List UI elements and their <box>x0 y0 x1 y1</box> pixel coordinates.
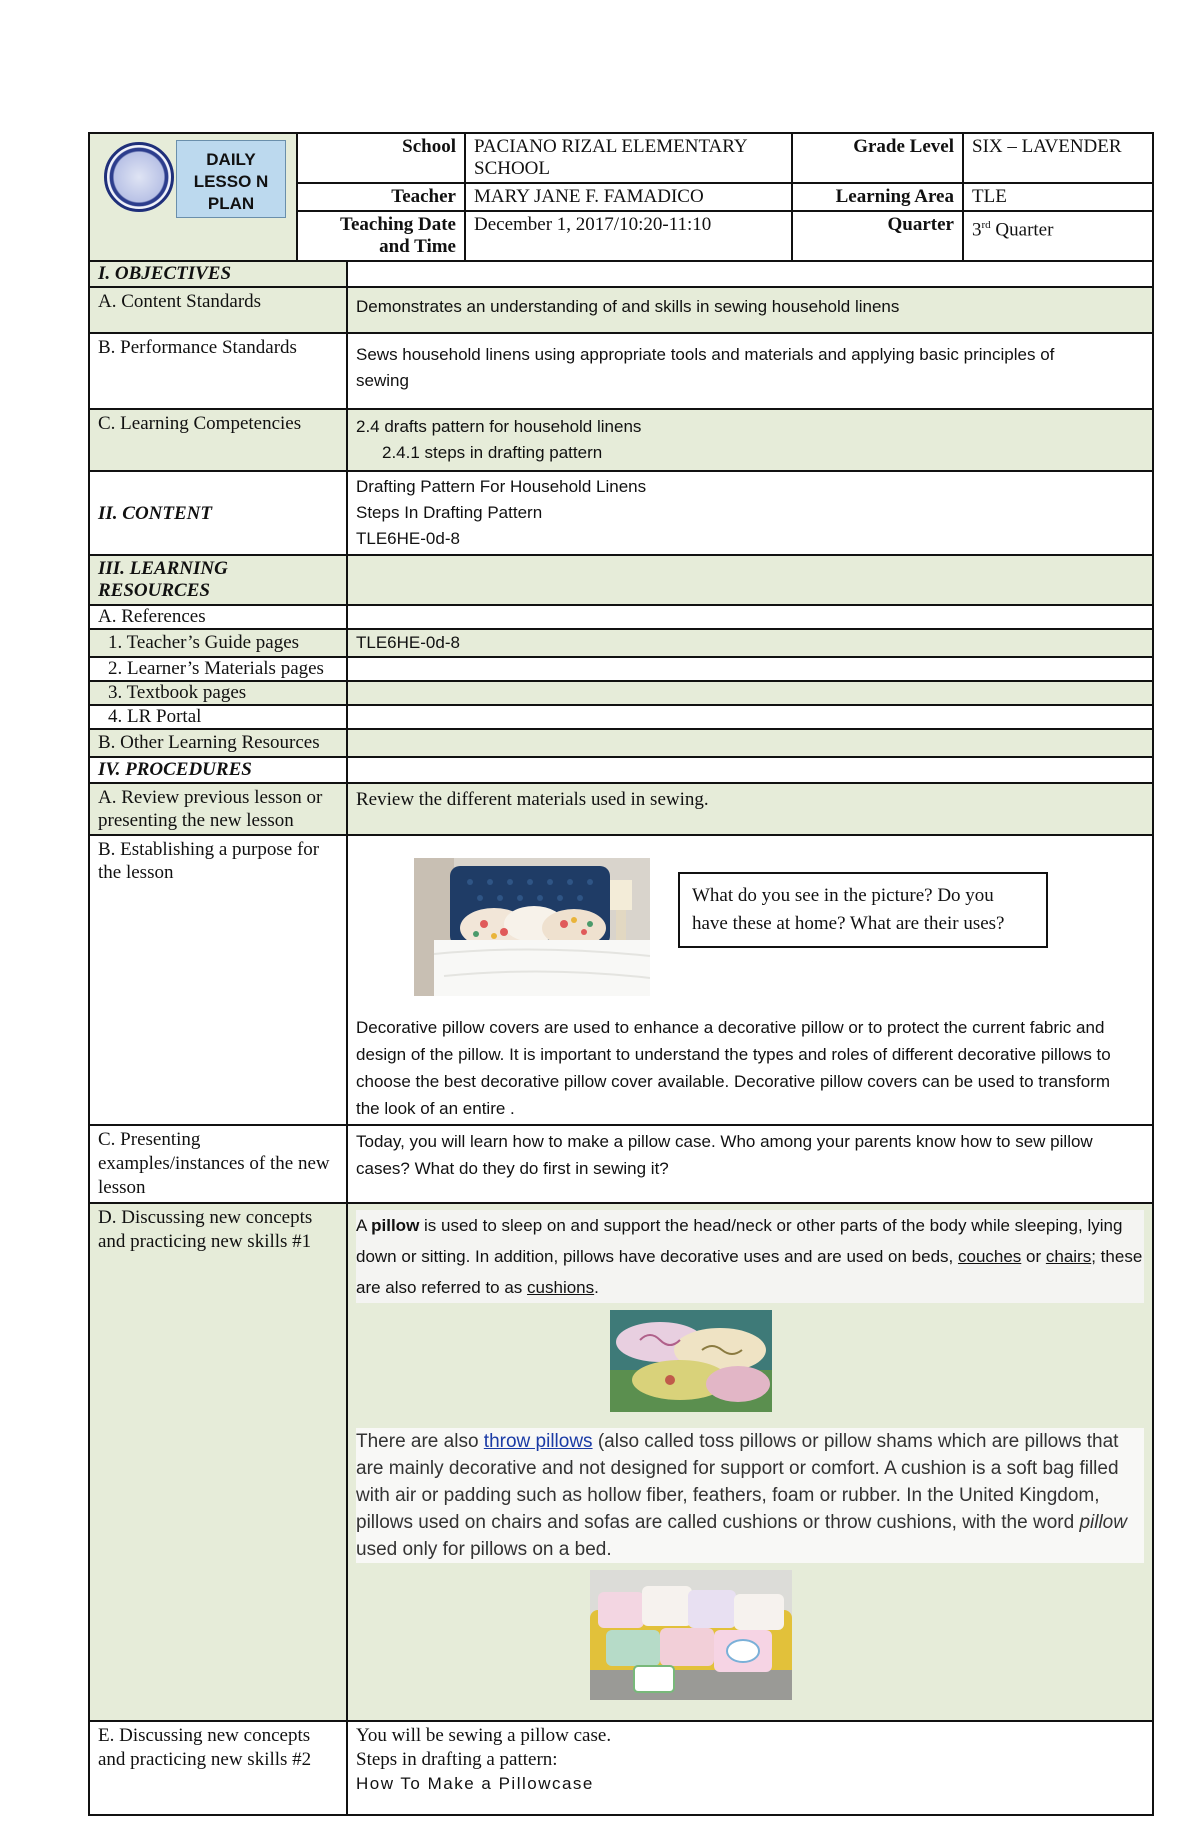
chairs-link[interactable]: chairs <box>1045 1247 1092 1266</box>
discussing-1-label: D. Discussing new concepts and practicing new skills #1 <box>89 1203 347 1721</box>
competency-line-1: 2.4 drafts pattern for household linens <box>356 417 642 436</box>
grade-level-label: Grade Level <box>792 133 963 183</box>
review-value: Review the different materials used in sewing. <box>347 783 1153 835</box>
how-to-make-pillowcase-line: How To Make a Pillowcase <box>356 1774 594 1793</box>
learning-competencies-label: C. Learning Competencies <box>89 409 347 471</box>
learning-resources-heading: III. LEARNING RESOURCES <box>89 555 347 605</box>
lesson-plan-page <box>88 132 1152 1816</box>
deped-seal-icon <box>104 142 174 212</box>
content-line-1: Drafting Pattern For Household Linens <box>356 477 647 496</box>
purpose-cell <box>347 835 1153 1125</box>
decorative-pillow-text: Decorative pillow covers are used to enhance a decorative pillow or to protect the current fabric and design of the pillow. It is important to understand the types and roles of different decorative pillows to choose the best decorative pillow cover available. Decorative pillow covers can be used to transform the look of an entire . <box>356 1018 1111 1118</box>
discussing-2-label: E. Discussing new concepts and practicing new skills #2 <box>89 1721 347 1815</box>
school-value: PACIANO RIZAL ELEMENTARY SCHOOL <box>465 133 792 183</box>
throw-pillows-text: There are also throw pillows (also called toss pillows or pillow shams which are pillows that are mainly decorative and not designed for support or comfort. A cushion is a soft bag filled with air or padding such as hollow fiber, feathers, foam or rubber. In the United Kingdom, pillows used on chairs and sofas are called cushions or throw cushions, with the word pillow used only for pillows on a bed. <box>356 1428 1144 1563</box>
other-resources-label: B. Other Learning Resources <box>89 729 347 757</box>
procedures-heading: IV. PROCEDURES <box>89 757 347 783</box>
quarter-value: 3rd Quarter <box>963 211 1153 261</box>
throw-pillows-link[interactable]: throw pillows <box>483 1431 593 1452</box>
teacher-label: Teacher <box>297 183 465 211</box>
discussing-2-value <box>347 1721 1153 1815</box>
teaching-date-label: Teaching Date and Time <box>297 211 465 261</box>
performance-standards-value: Sews household linens using appropriate tools and materials and applying basic principles of sewing <box>347 333 1153 409</box>
quarter-label: Quarter <box>792 211 963 261</box>
header-table <box>88 132 1154 262</box>
discussing-1-cell <box>347 1203 1153 1721</box>
content-line-3: TLE6HE-0d-8 <box>356 529 460 548</box>
content-value <box>347 471 1153 555</box>
competency-line-2: 2.4.1 steps in drafting pattern <box>382 443 603 462</box>
learning-area-label: Learning Area <box>792 183 963 211</box>
sewing-pillow-case-line: You will be sewing a pillow case. <box>356 1725 612 1746</box>
couches-link[interactable]: couches <box>957 1247 1022 1266</box>
presenting-examples-value: Today, you will learn how to make a pillow case. Who among your parents know how to sew pillow cases? What do they do first in sewing it? <box>347 1125 1153 1203</box>
sofa-pillows-image <box>590 1570 792 1700</box>
textbook-pages-label: 3. Textbook pages <box>89 681 347 705</box>
teachers-guide-value: TLE6HE-0d-8 <box>347 629 1153 657</box>
purpose-label: B. Establishing a purpose for the lesson <box>89 835 347 1125</box>
main-table <box>88 260 1154 1816</box>
picture-question-box: What do you see in the picture? Do you have these at home? What are their uses? <box>678 872 1048 948</box>
cushions-link[interactable]: cushions <box>527 1278 595 1297</box>
logo-cell <box>89 133 297 261</box>
learners-materials-label: 2. Learner’s Materials pages <box>89 657 347 681</box>
lr-portal-label: 4. LR Portal <box>89 705 347 729</box>
steps-drafting-line: Steps in drafting a pattern: <box>356 1749 558 1770</box>
teaching-date-value: December 1, 2017/10:20-11:10 <box>465 211 792 261</box>
learning-competencies-value <box>347 409 1153 471</box>
school-label: School <box>297 133 465 183</box>
grade-level-value: SIX – LAVENDER <box>963 133 1153 183</box>
learning-area-value: TLE <box>963 183 1153 211</box>
content-line-2: Steps In Drafting Pattern <box>356 503 543 522</box>
references-label: A. References <box>89 605 347 629</box>
teachers-guide-label: 1. Teacher’s Guide pages <box>89 629 347 657</box>
presenting-examples-label: C. Presenting examples/instances of the new lesson <box>89 1125 347 1203</box>
objectives-heading: I. OBJECTIVES <box>89 261 347 287</box>
content-standards-value: Demonstrates an understanding of and skills in sewing household linens <box>347 287 1153 333</box>
bedroom-pillows-image <box>414 858 650 996</box>
pillow-definition-text: A pillow is used to sleep on and support the head/neck or other parts of the body while sleeping, lying down or sitting. In addition, pillows have decorative uses and are used on beds, couches or chairs; these are also referred to as cushions. <box>356 1210 1144 1303</box>
content-standards-label: A. Content Standards <box>89 287 347 333</box>
daily-lesson-plan-title: DAILY LESSO N PLAN <box>176 140 286 218</box>
performance-standards-label: B. Performance Standards <box>89 333 347 409</box>
review-label: A. Review previous lesson or presenting the new lesson <box>89 783 347 835</box>
content-heading: II. CONTENT <box>89 471 347 555</box>
teacher-value: MARY JANE F. FAMADICO <box>465 183 792 211</box>
embroidered-pillows-image <box>610 1310 772 1412</box>
